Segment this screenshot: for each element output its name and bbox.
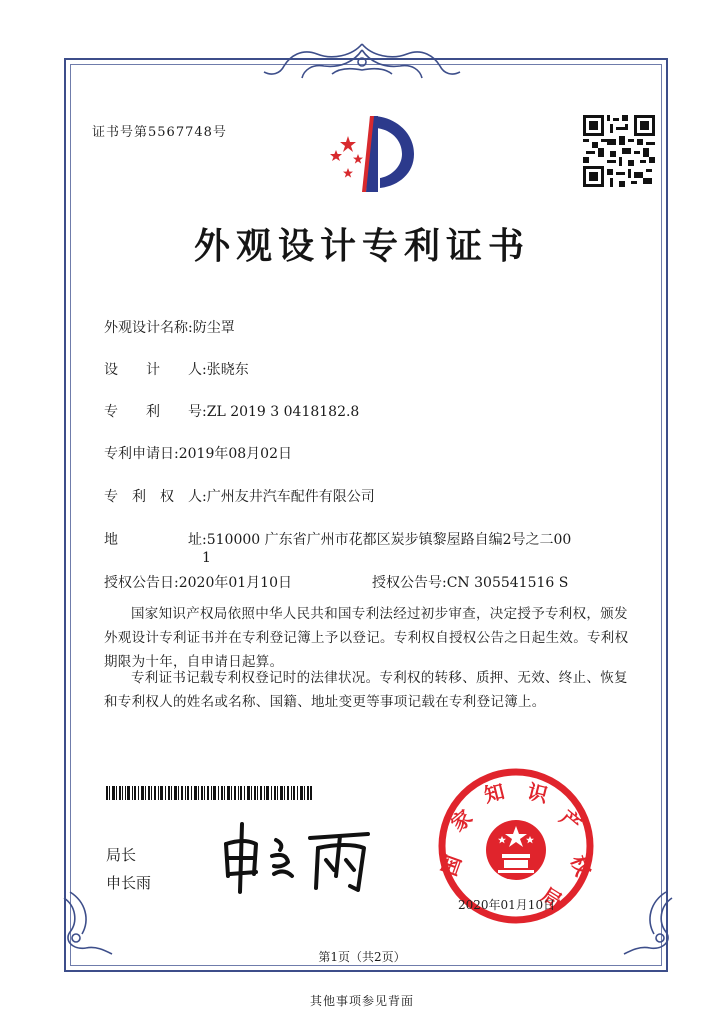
seal-char-5: 产 xyxy=(555,805,586,837)
patentee-row xyxy=(104,486,375,506)
grant-number-value: CN 305541516 S xyxy=(446,575,569,591)
barcode xyxy=(106,786,312,800)
grant-date-value: 2020年01月10日 xyxy=(178,575,292,591)
top-ornament xyxy=(262,36,462,86)
seal-date: 2020年01月10日 xyxy=(458,898,556,912)
patent-office-logo xyxy=(322,112,422,198)
seal-char-4: 识 xyxy=(525,779,551,808)
design-name-label: 外观设计名称: xyxy=(104,320,193,336)
patent-number-row xyxy=(104,401,359,421)
filing-date-value: 2019年08月02日 xyxy=(178,446,292,462)
grant-number-row xyxy=(372,572,568,592)
seal-char-1: 国 xyxy=(436,852,467,880)
designer-label: 设 计 人: xyxy=(104,362,207,378)
page-number: 第1页（共2页） xyxy=(318,950,406,964)
seal-char-6: 权 xyxy=(565,852,596,880)
seal-char-7: 局 xyxy=(536,882,567,914)
patent-number-label: 专 利 号: xyxy=(104,404,207,420)
grant-number-label: 授权公告号: xyxy=(372,575,447,591)
handwritten-signature xyxy=(218,818,378,894)
design-name-row xyxy=(104,317,235,337)
legal-paragraph-1: 国家知识产权局依照中华人民共和国专利法经过初步审查，决定授予专利权，颁发外观设计专利证书并在专利登记簿上予以登记。专利权自授权公告之日起生效。专利权期限为十年，自申请日起算。 xyxy=(104,606,629,670)
seal-char-3: 知 xyxy=(481,779,507,808)
address-row xyxy=(104,529,571,549)
legal-paragraph-2: 专利证书记载专利权登记时的法律状况。专利权的转移、质押、无效、终止、恢复和专利权人的姓名或名称、国籍、地址变更等事项记载在专利登记簿上。 xyxy=(104,670,628,710)
grant-date-row xyxy=(104,572,292,592)
director-name: 申长雨 xyxy=(106,874,152,892)
address-value-line2: 1 xyxy=(202,550,211,566)
qr-code xyxy=(583,115,655,187)
address-value-line1: 510000 广东省广州市花都区炭步镇黎屋路自编2号之二00 xyxy=(206,532,572,548)
seal-char-2: 家 xyxy=(446,805,477,837)
certificate-title: 外观设计专利证书 xyxy=(193,225,530,267)
address-label: 地 址: xyxy=(104,532,207,548)
design-name-value: 防尘罩 xyxy=(192,320,235,336)
certificate-number: 证书号第5567748号 xyxy=(92,125,227,140)
patentee-label: 专 利 权 人: xyxy=(104,489,207,505)
director-title: 局长 xyxy=(106,846,137,864)
filing-date-row xyxy=(104,443,292,463)
designer-row xyxy=(104,359,249,379)
patentee-value: 广州友井汽车配件有限公司 xyxy=(206,489,375,505)
grant-date-label: 授权公告日: xyxy=(104,575,179,591)
designer-value: 张晓东 xyxy=(206,362,249,378)
patent-number-value: ZL 2019 3 0418182.8 xyxy=(206,404,360,420)
footer-note: 其他事项参见背面 xyxy=(309,994,414,1008)
filing-date-label: 专利申请日: xyxy=(104,446,179,462)
